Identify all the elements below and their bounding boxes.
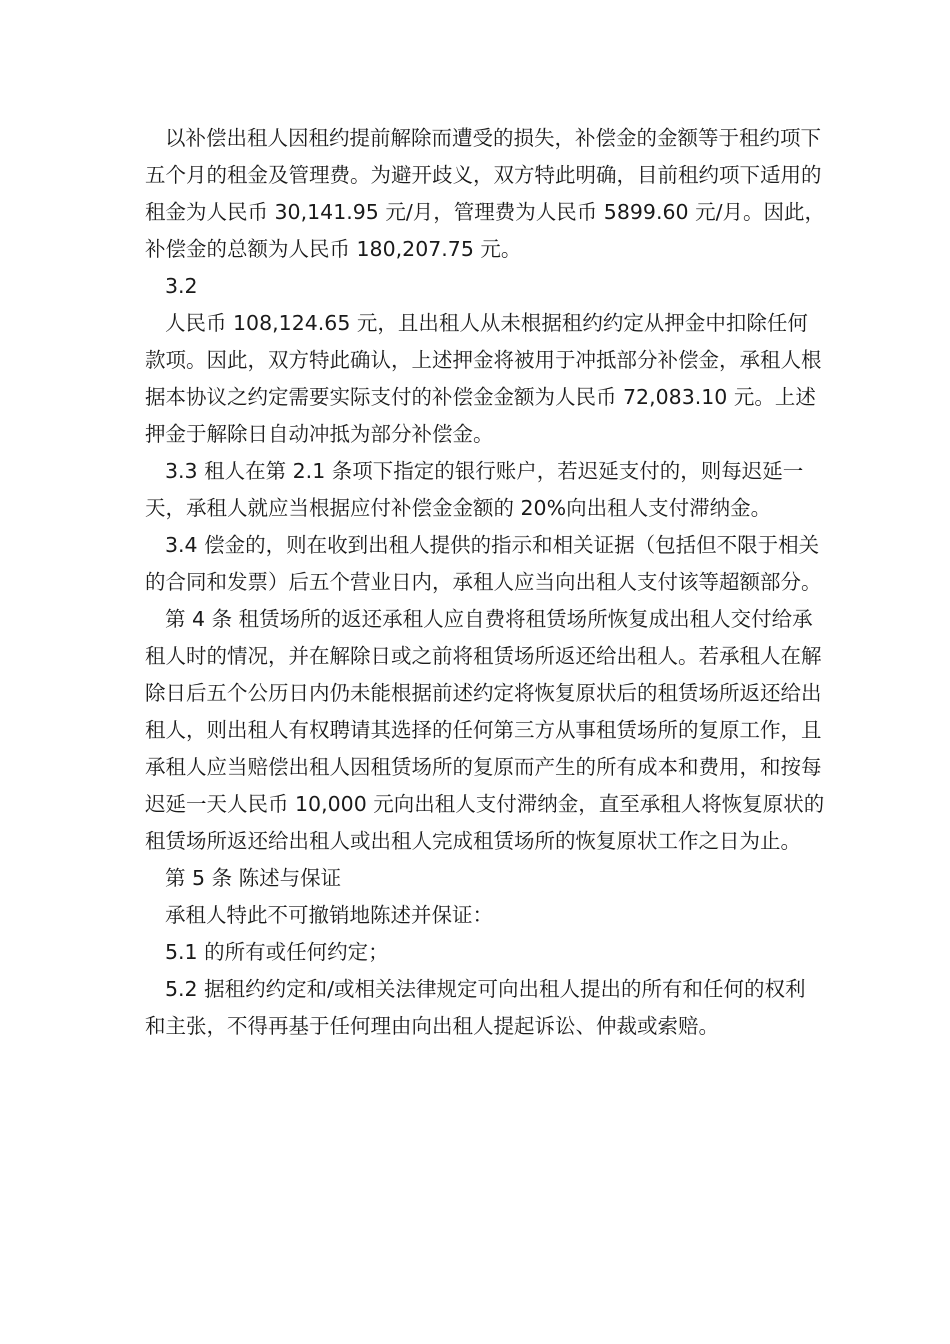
representation-intro: 承租人特此不可撤销地陈述并保证： xyxy=(165,903,493,927)
paragraph-compensation-amount: 以补偿出租人因租约提前解除而遭受的损失，补偿金的金额等于租约项下五个月的租金及管理费。为避开歧义，双方特此明确，目前租约项下适用的租金为人民币 30,141.95 元/月，管理费为人民币 5899.60 元/月。因此，补偿金的总额为人民币 180,207.75 元。 xyxy=(145,126,825,261)
clause-5-2: 5.2 据租约约定和/或相关法律规定可向出租人提出的所有和任何的权利和主张，不得再基于任何理由向出租人提起诉讼、仲裁或索赔。 xyxy=(145,977,806,1038)
clause-5-1: 5.1 的所有或任何约定； xyxy=(165,940,389,964)
article-5-heading: 第 5 条 陈述与保证 xyxy=(165,866,342,890)
clause-3-4: 3.4 偿金的，则在收到出租人提供的指示和相关证据（包括但不限于相关的合同和发票）后五个营业日内，承租人应当向出租人支付该等超额部分。 xyxy=(145,533,822,594)
clause-3-3: 3.3 租人在第 2.1 条项下指定的银行账户，若迟延支付的，则每迟延一天，承租人就应当根据应付补偿金金额的 20%向出租人支付滞纳金。 xyxy=(145,459,804,520)
document-body xyxy=(145,120,825,1045)
clause-number-3-2: 3.2 xyxy=(165,274,198,298)
article-4-premises-return: 第 4 条 租赁场所的返还承租人应自费将租赁场所恢复成出租人交付给承租人时的情况，并在解除日或之前将租赁场所返还给出租人。若承租人在解除日后五个公历日内仍未能根据前述约定将恢复原状后的租赁场所返还给出租人，则出租人有权聘请其选择的任何第三方从事租赁场所的复原工作，且承租人应当赔偿出租人因租赁场所的复原而产生的所有成本和费用，和按每迟延一天人民币 10,000 元向出租人支付滞纳金，直至承租人将恢复原状的租赁场所返还给出租人或出租人完成租赁场所的恢复原状工作之日为止。 xyxy=(145,607,825,853)
paragraph-deposit-offset: 人民币 108,124.65 元，且出租人从未根据租约约定从押金中扣除任何款项。因此，双方特此确认，上述押金将被用于冲抵部分补偿金，承租人根据本协议之约定需要实际支付的补偿金金额为人民币 72,083.10 元。上述押金于解除日自动冲抵为部分补偿金。 xyxy=(145,311,822,446)
